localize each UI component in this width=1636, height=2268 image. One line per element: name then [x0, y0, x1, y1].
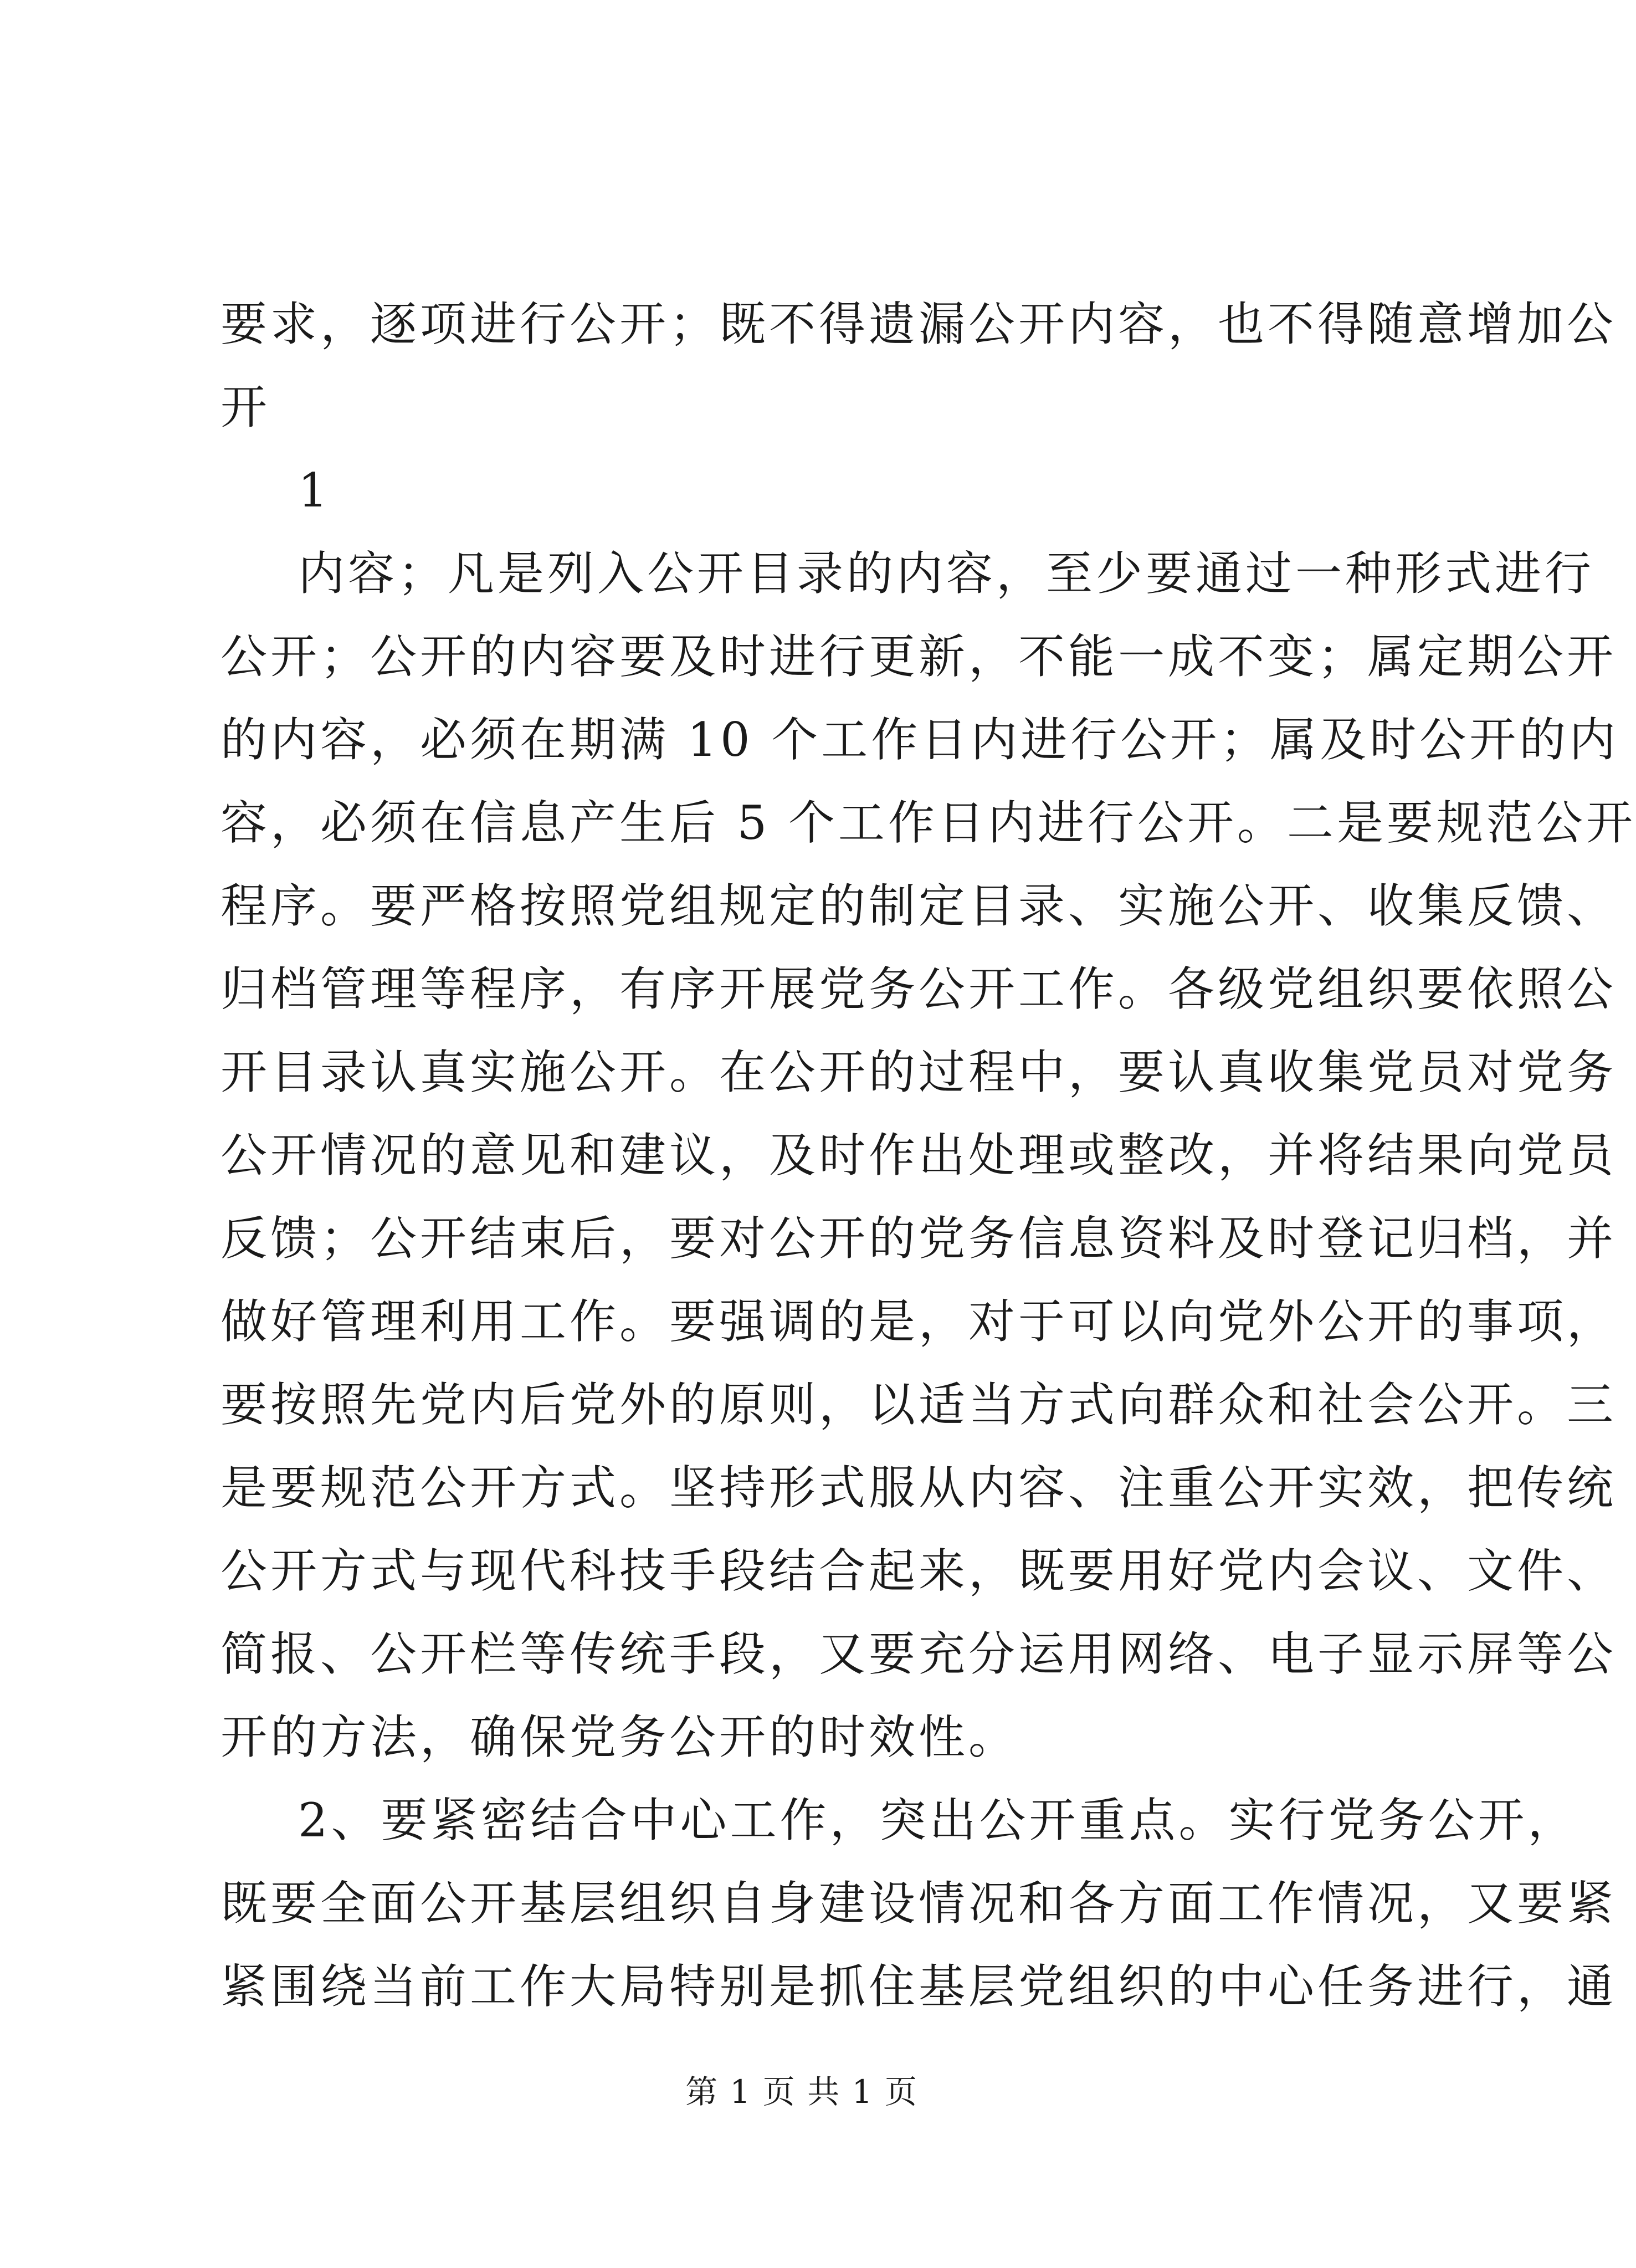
page-footer: 第 1 页 共 1 页 [685, 2073, 918, 2111]
body-text-line: 公开；公开的内容要及时进行更新，不能一成不变；属定期公开 [220, 629, 1617, 684]
body-text-line: 公开方式与现代科技手段结合起来，既要用好党内会议、文件、 [220, 1544, 1617, 1598]
page-number-marker: 1 [298, 463, 331, 518]
body-text-line: 归档管理等程序，有序开展党务公开工作。各级党组织要依照公 [220, 962, 1617, 1016]
body-text-line: 简报、公开栏等传统手段，又要充分运用网络、电子显示屏等公 [220, 1627, 1617, 1681]
body-text-line: 公开情况的意见和建议，及时作出处理或整改，并将结果向党员 [220, 1128, 1617, 1182]
body-text-line: 既要全面公开基层组织自身建设情况和各方面工作情况，又要紧 [220, 1876, 1617, 1931]
body-text-line: 的内容，必须在期满 10 个工作日内进行公开；属及时公开的内 [220, 713, 1619, 767]
body-text-line: 是要规范公开方式。坚持形式服从内容、注重公开实效，把传统 [220, 1461, 1617, 1515]
body-text-line: 做好管理利用工作。要强调的是，对于可以向党外公开的事项， [220, 1294, 1617, 1349]
body-text-line: 2、要紧密结合中心工作，突出公开重点。实行党务公开， [298, 1793, 1578, 1847]
body-text-line: 要求，逐项进行公开；既不得遗漏公开内容，也不得随意增加公 [220, 297, 1617, 351]
body-text-line: 程序。要严格按照党组规定的制定目录、实施公开、收集反馈、 [220, 879, 1617, 933]
body-text-line: 容，必须在信息产生后 5 个工作日内进行公开。二是要规范公开 [220, 796, 1636, 850]
body-text-line: 反馈；公开结束后，要对公开的党务信息资料及时登记归档，并 [220, 1211, 1617, 1266]
body-text-line: 开 [220, 380, 271, 434]
body-text-line: 要按照先党内后党外的原则，以适当方式向群众和社会公开。三 [220, 1378, 1617, 1432]
body-text-line: 内容；凡是列入公开目录的内容，至少要通过一种形式进行 [298, 546, 1595, 601]
body-text-line: 紧围绕当前工作大局特别是抓住基层党组织的中心任务进行，通 [220, 1959, 1617, 2014]
body-text-line: 开目录认真实施公开。在公开的过程中，要认真收集党员对党务 [220, 1045, 1617, 1099]
body-text-line: 开的方法，确保党务公开的时效性。 [220, 1710, 1019, 1764]
